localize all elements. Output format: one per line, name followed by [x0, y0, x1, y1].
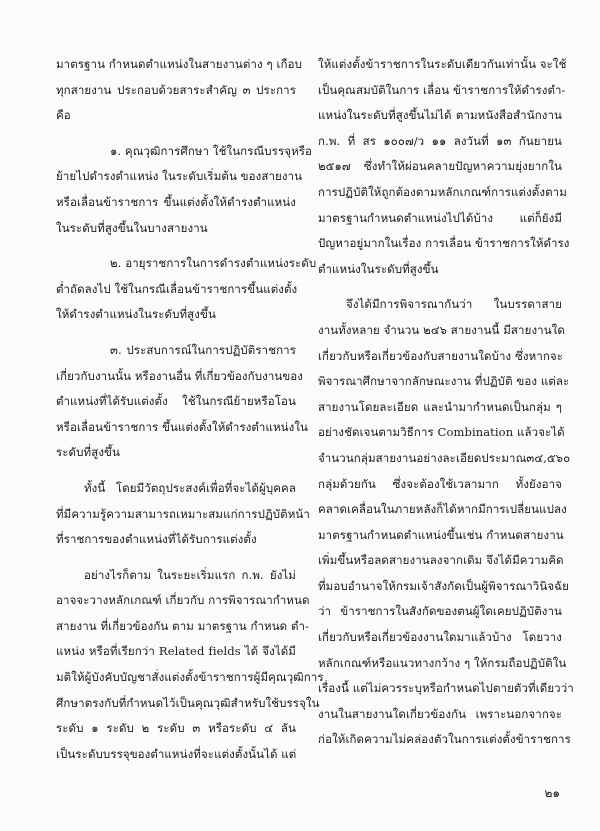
- text-line: จึงได้มีการพิจารณากันว่า ในบรรดาสาย: [346, 297, 562, 312]
- text-line: จำนวนกลุ่มสายงานอย่างละเอียดประมาณ๓๔,๕๖๐: [318, 450, 571, 465]
- text-line: พิจารณาศึกษาจากลักษณะงาน ที่ปฏิบัติ ของ แต่ละ: [318, 374, 570, 389]
- text-line: อย่างชัดเจนตามวิธีการ Combination แล้วจะได้: [318, 425, 565, 440]
- text-line: เป็นคุณสมบัติในการ เลื่อน ข้าราชการให้ดำรงตำ-: [318, 82, 566, 97]
- text-line: หรือเลื่อนข้าราชการ ขึ้นแต่งตั้งให้ดำรงตำแหน่งใน: [56, 419, 309, 434]
- text-line: ระดับ ๑ ระดับ ๒ ระดับ ๓ หรือระดับ ๔ ลัน: [56, 721, 296, 736]
- text-line: เกี่ยวกับหรือเกี่ยวข้องงานใดมาแล้วบ้าง โดยวาง: [318, 630, 562, 645]
- text-line: ๒. อายุราชการในการดำรงตำแหน่งระดับ: [110, 256, 317, 271]
- text-line: ให้ดำรงตำแหน่งในระดับที่สูงขึ้น: [56, 307, 216, 322]
- text-line: อย่างไรก็ตาม ในระยะเริ่มแรก ก.พ. ยังไม่: [84, 567, 296, 582]
- paragraph-gap: [318, 282, 562, 292]
- text-line: ศึกษาตรงกับที่กำหนดไว้เป็นคุณวุฒิสำหรับใช้บรรจุใน: [56, 695, 320, 710]
- paragraph-gap: [56, 328, 296, 338]
- paragraph-gap: [56, 466, 296, 476]
- text-line: ๑. คุณวุฒิการศึกษา ใช้ในกรณีบรรจุหรือ: [110, 143, 313, 158]
- text-line: คือ: [56, 108, 71, 123]
- text-line: หรือเลื่อนข้าราชการ ขึ้นแต่งตั้งให้ดำรงตำแหน่ง: [56, 194, 296, 209]
- text-line: ทั้งนี้ โดยมีวัตถุประสงค์เพื่อที่จะได้ผู้บุคคล: [84, 480, 296, 495]
- text-line: เกี่ยวกับหรือเกี่ยวข้องกับสายงานใดบ้าง ซึ่งหากจะ: [318, 348, 564, 363]
- text-line: แหน่ง หรือที่เรียกว่า Related fields ได้ จึงได้มี: [56, 644, 296, 659]
- text-line: ที่ราชการของตำแหน่งที่ได้รับการแต่งตั้ง: [56, 532, 257, 547]
- text-line: ๓. ประสบการณ์ในการปฏิบัติราชการ: [110, 342, 296, 357]
- text-line: ว่า ข้าราชการในสังกัดของตนผู้ใดเคยปฏิบัติงาน: [318, 604, 562, 619]
- paragraph-gap: [56, 129, 296, 139]
- paragraph-gap: [56, 553, 296, 563]
- text-line: การปฏิบัติให้ถูกต้องตามหลักเกณฑ์การแต่งตั้งตาม: [318, 184, 567, 199]
- left-text-column: [56, 52, 324, 767]
- text-line: ต่ำถัดลงไป ใช้ในกรณีเลื่อนข้าราชการขึ้นแต่งตั้ง: [56, 281, 298, 296]
- paragraph-gap: [56, 241, 296, 251]
- text-line: ในระดับที่สูงขึ้นในบางสายงาน: [56, 220, 208, 235]
- text-line: มาตรฐานกำหนดตำแหน่งไปได้บ้าง แต่ก็ยังมี: [318, 210, 562, 225]
- text-line: สายงานโดยละเอียด และนำมากำหนดเป็นกลุ่ม ๆ: [318, 399, 562, 414]
- text-line: เกี่ยวกับงานนั้น หรืองานอื่น ที่เกี่ยวข้องกับงานของ: [56, 368, 304, 383]
- text-line: ก.พ. ที่ สร ๑๐๐๗/ว ๑๑ ลงวันที่ ๑๓ กันยายน: [318, 133, 562, 148]
- text-line: หลักเกณฑ์หรือแนวทางกว้าง ๆ ให้กรมถือปฏิบัติใน: [318, 655, 567, 670]
- text-line: ที่มอบอำนาจให้กรมเจ้าสังกัดเป็นผู้พิจารณาวินิจฉัย: [318, 578, 569, 593]
- text-line: คลาดเคลื่อนในภายหลังก็ได้หากมีการเปลี่ยนแปลง: [318, 502, 567, 517]
- text-line: แหน่งในระดับที่สูงขึ้นไม่ได้ ตามหนังสือสำนักงาน: [318, 108, 562, 123]
- text-line: ย้ายไปดำรงตำแหน่ง ในระดับเริ่มต้น ของสายงาน: [56, 169, 303, 184]
- text-line: ที่มีความรู้ความสามารถเหมาะสมแก่การปฏิบัติหน้า: [56, 506, 310, 521]
- text-line: มติให้ผู้บังคับบัญชาสั่งแต่งตั้งข้าราชการผู้มีคุณวุฒิการ: [56, 670, 324, 685]
- right-text-column: [318, 52, 574, 753]
- text-line: ตำแหน่งที่ได้รับแต่งตั้ง ใช้ในกรณีย้ายหรือโอน: [56, 394, 296, 409]
- text-line: งานทั้งหลาย จำนวน ๒๔๖ สายงานนี้ มีสายงานใด: [318, 322, 565, 337]
- text-line: ๒๕๑๗ ซึ่งทำให้ผ่อนคลายปัญหาความยุ่งยากใน: [318, 159, 562, 174]
- text-line: มาตรฐานกำหนดตำแหน่งขึ้นเช่น กำหนดสายงาน: [318, 527, 564, 542]
- text-line: ให้แต่งตั้งข้าราชการในระดับเดียวกันเท่านั้น จะใช้: [318, 57, 567, 71]
- text-line: ก่อให้เกิดความไม่คล่องตัวในการแต่งตั้งข้าราชการ: [318, 732, 571, 747]
- page-number: ๒๑: [544, 786, 560, 800]
- text-line: เรื่องนี้ แต่ไม่ควรระบุหรือกำหนดไปตายตัวที่เดียวว่า: [318, 681, 574, 696]
- text-line: สายงาน ที่เกี่ยวข้องกัน ตาม มาตรฐาน กำหนด ตำ-: [56, 618, 309, 633]
- text-line: มาตรฐาน กำหนดตำแหน่งในสายงานต่าง ๆ เกือบ: [56, 57, 302, 71]
- text-line: งานในสายงานใดเกี่ยวข้องกัน เพราะนอกจากจะ: [318, 706, 562, 721]
- text-line: ระดับที่สูงขึ้น: [56, 445, 120, 460]
- text-line: เพิ่มขึ้นหรือลดสายงานลงจากเดิม จึงได้มีความคิด: [318, 553, 564, 568]
- text-line: ตำแหน่งในระดับที่สูงขึ้น: [318, 261, 439, 276]
- text-line: ปัญหาอยู่มากในเรื่อง การเลื่อน ข้าราชการให้ดำรง: [318, 236, 570, 251]
- text-line: อาจจะวางหลักเกณฑ์ เกี่ยวกับ การพิจารณากำหนด: [56, 593, 310, 608]
- text-line: เป็นระดับบรรจุของตำแหน่งที่จะแต่งตั้งนั้นได้ แต่: [56, 746, 297, 761]
- text-line: กลุ่มด้วยกัน ซึ่งจะต้องใช้เวลามาก ทั้งยังอาจ: [318, 476, 562, 491]
- text-line: ทุกสายงาน ประกอบด้วยสาระสำคัญ ๓ ประการ: [56, 82, 296, 97]
